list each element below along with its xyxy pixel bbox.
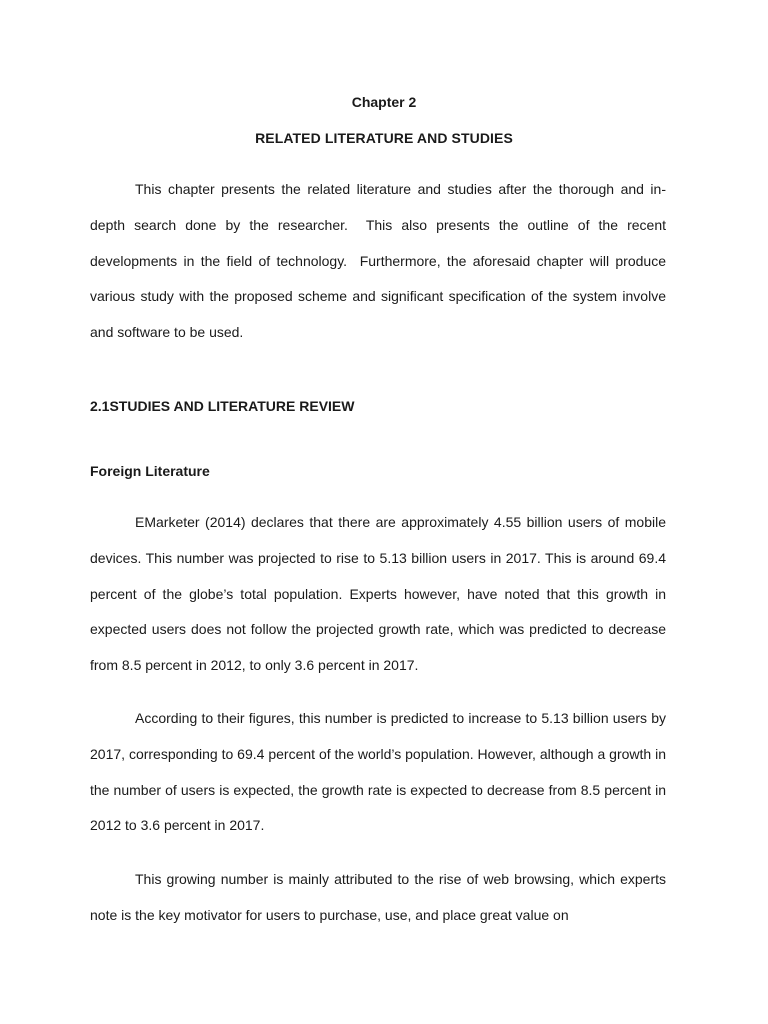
chapter-label: Chapter 2 (351, 94, 417, 110)
intro-paragraph: This chapter presents the related literature and studies after the thorough and in-depth search done by the researcher. This also presents the outline of the recent developments in the field of technology. Furthermore, the aforesaid chapter will produce various study with the proposed scheme and significant specification of the system involve and software to be used. (90, 181, 666, 341)
body-paragraph: According to their figures, this number is predicted to increase to 5.13 billion users by 2017, corresponding to 69.4 percent of the world’s population. However, although a growth in the number of users is expected, the growth rate is expected to decrease from 8.5 percent in 2012 to 3.6 percent in 2017. (90, 710, 666, 834)
chapter-title: RELATED LITERATURE AND STUDIES (255, 130, 513, 146)
section-heading: 2.1STUDIES AND LITERATURE REVIEW (90, 398, 355, 414)
body-paragraph: EMarketer (2014) declares that there are approximately 4.55 billion users of mobile devices. This number was projected to rise to 5.13 billion users in 2017. This is around 69.4 percent of the globe’s total population. Experts however, have noted that this growth in expected users does not follow the projected growth rate, which was predicted to decrease from 8.5 percent in 2012, to only 3.6 percent in 2017. (90, 514, 666, 674)
body-paragraph: This growing number is mainly attributed to the rise of web browsing, which experts note is the key motivator for users to purchase, use, and place great value on (90, 871, 666, 923)
subsection-heading: Foreign Literature (90, 463, 210, 479)
